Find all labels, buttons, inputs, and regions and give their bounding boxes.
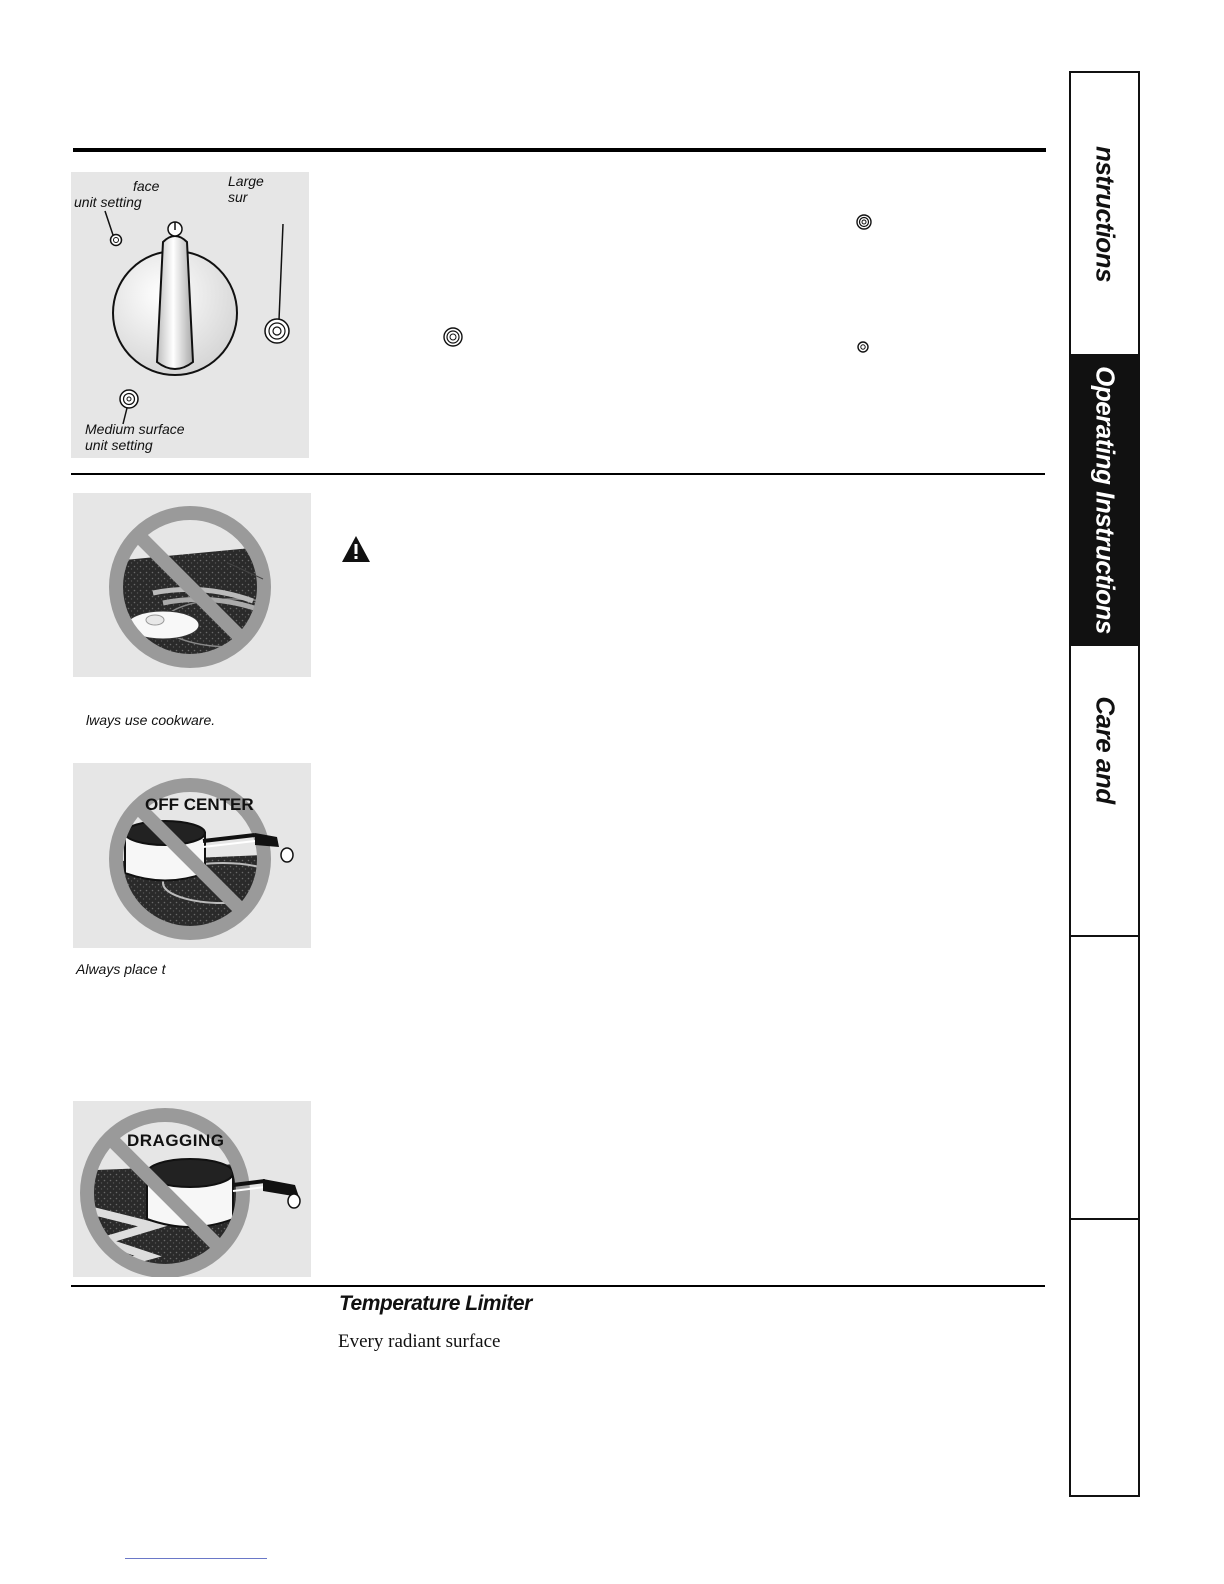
tab-label: nstructions: [1090, 145, 1120, 282]
warning-icon: [340, 534, 372, 564]
large-setting-label-2: sur: [228, 189, 248, 205]
header-rule: [73, 148, 1046, 152]
tab-operating-instructions[interactable]: [1071, 356, 1138, 646]
tab-troubleshooting[interactable]: [1071, 937, 1138, 1220]
temperature-limiter-body: Every radiant surface: [338, 1331, 501, 1352]
tab-consumer-support[interactable]: [1071, 1220, 1138, 1495]
no-foil-cooking-illustration: [73, 493, 311, 677]
dragging-banner: DRAGGING: [127, 1131, 225, 1150]
temperature-limiter-divider: [71, 1285, 1045, 1287]
cookware-caption: lways use cookware.: [86, 712, 216, 728]
footer-link-underline[interactable]: [125, 1558, 267, 1559]
temperature-limiter-heading: Temperature Limiter: [339, 1292, 532, 1315]
knob-illustration: [71, 172, 309, 458]
cookware-figure: [73, 493, 311, 677]
dragging-figure: [73, 1101, 311, 1277]
off-center-pan-illustration: [73, 763, 311, 948]
large-element-icon: [856, 214, 872, 230]
tab-care-and-cleaning[interactable]: [1071, 646, 1138, 937]
tab-label: Care and: [1090, 696, 1120, 804]
small-setting-label-2: unit setting: [74, 194, 142, 210]
small-setting-label-1: face: [133, 178, 160, 194]
medium-setting-label-1: Medium surface: [85, 421, 185, 437]
surface-knob-figure: [71, 172, 309, 458]
medium-setting-label-2: unit setting: [85, 437, 153, 453]
section-tabs: [1069, 71, 1140, 1497]
tab-safety-instructions[interactable]: [1071, 73, 1138, 356]
off-center-figure: [73, 763, 311, 948]
tab-label: Operating Instructions: [1090, 366, 1120, 634]
off-center-caption: Always place t: [76, 961, 166, 977]
small-element-icon: [857, 341, 869, 353]
off-center-banner: OFF CENTER: [145, 795, 254, 814]
large-setting-label-1: Large: [228, 173, 264, 189]
medium-element-icon: [443, 327, 463, 347]
dragging-pan-illustration: [73, 1101, 311, 1277]
section-divider: [71, 473, 1045, 475]
